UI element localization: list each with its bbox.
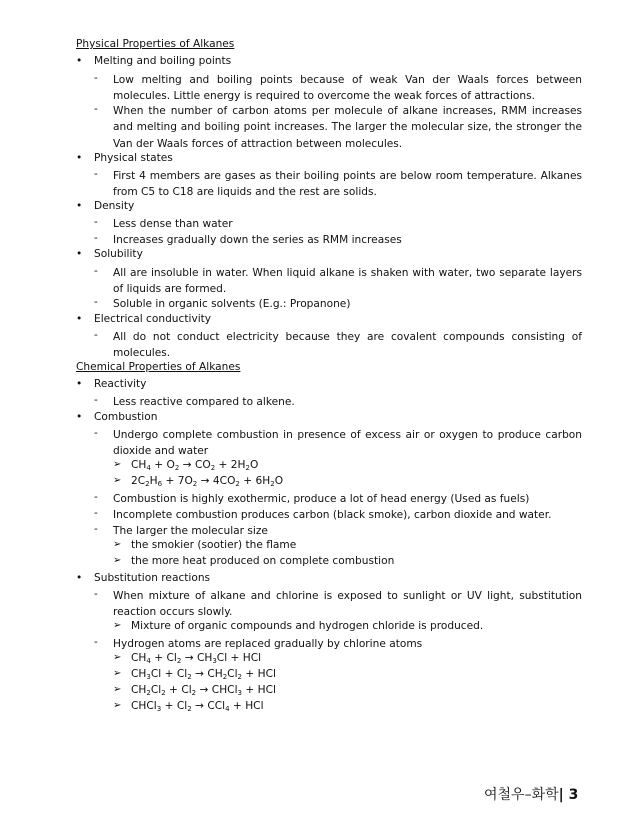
bullet: • [76,313,83,325]
bullet: • [76,152,83,164]
density-title: Density [94,200,135,212]
combustion-point-2: Combustion is highly exothermic, produce a lot of head energy (Used as fuels) [113,493,530,505]
density-point-2: Increases gradually down the series as RMM increases [113,234,402,246]
dash: - [94,507,98,519]
arrow-bullet-icon: ➢ [113,684,122,695]
arrow-bullet-icon: ➢ [113,652,122,663]
combustion-point-4a: the smokier (sootier) the flame [131,539,297,551]
equation-5-text: $CH_2Cl_2 + Cl_2$ → CHCl$_3$ + HCl [131,684,276,697]
equation-6 [131,700,264,712]
combustion-point-4: The larger the molecular size [113,525,268,537]
melting-point-2: When the number of carbon atoms per molecule of alkane increases, RMM increases and melting and boiling point increases. The larger the molecular size, the stronger the Van der Waals forces of attraction between molecules. [113,105,582,150]
equation-2 [131,475,283,487]
bullet: • [76,378,83,390]
combustion-point-1: Undergo complete combustion in presence of excess air or oxygen to produce carbon dioxide and water [113,429,582,458]
dash: - [94,216,98,228]
arrow-bullet-icon: ➢ [113,475,122,486]
equation-5 [131,684,276,696]
dash: - [94,103,98,115]
equation-2-text: $2C_2H_6 + 7O_2 \to 4CO_2 + 6H_2O$ [131,475,284,488]
equation-1-text: $CH_4 + O_2 \to CO_2 + 2H_2O$ [131,459,259,472]
bullet: • [76,200,83,212]
bullet: • [76,411,83,423]
bullet: • [76,55,83,67]
solubility-point-1: All are insoluble in water. When liquid alkane is shaken with water, two separate layers of liquids are formed. [113,267,582,296]
dash: - [94,232,98,244]
dash: - [94,491,98,503]
equation-4-text: $CH_3Cl + Cl_2 \to CH_2Cl_2$ + HCl [131,668,276,681]
equation-3 [131,652,261,664]
melting-point-1: Low melting and boiling points because of weak Van der Waals forces between molecules. Little energy is required to overcome the weak forces of attractions. [113,74,582,103]
page-footer [484,784,578,804]
arrow-bullet-icon: ➢ [113,555,122,566]
arrow-bullet-icon: ➢ [113,459,122,470]
dash: - [94,168,98,180]
combustion-point-4b: the more heat produced on complete combustion [131,555,395,567]
dash: - [94,636,98,648]
states-title: Physical states [94,152,173,164]
dash: - [94,296,98,308]
dash: - [94,427,98,439]
conductivity-title: Electrical conductivity [94,313,212,325]
dash: - [94,329,98,341]
melting-title: Melting and boiling points [94,55,232,67]
substitution-point-1a: Mixture of organic compounds and hydrogen chloride is produced. [131,620,484,632]
bullet: • [76,248,83,260]
dash: - [94,588,98,600]
chemical-heading: Chemical Properties of Alkanes [76,361,241,373]
substitution-point-2: Hydrogen atoms are replaced gradually by chlorine atoms [113,638,423,650]
combustion-title: Combustion [94,411,158,423]
equation-4 [131,668,276,680]
equation-6-text: CHCl$_3$ + $Cl_2 \to CCl_4$ + HCl [131,700,264,713]
substitution-title: Substitution reactions [94,572,211,584]
dash: - [94,523,98,535]
states-point-1: First 4 members are gases as their boiling points are below room temperature. Alkanes from C5 to C18 are liquids and the rest are solids. [113,170,582,199]
arrow-bullet-icon: ➢ [113,700,122,711]
reactivity-point-1: Less reactive compared to alkene. [113,396,295,408]
dash: - [94,394,98,406]
arrow-bullet-icon: ➢ [113,668,122,679]
combustion-point-3: Incomplete combustion produces carbon (black smoke), carbon dioxide and water. [113,509,552,521]
solubility-point-2: Soluble in organic solvents (E.g.: Propanone) [113,298,351,310]
dash: - [94,72,98,84]
reactivity-title: Reactivity [94,378,147,390]
substitution-point-1: When mixture of alkane and chlorine is exposed to sunlight or UV light, substitution reaction occurs slowly. [113,590,582,619]
dash: - [94,265,98,277]
arrow-bullet-icon: ➢ [113,620,122,631]
page-number: | 3 [558,787,579,803]
arrow-bullet-icon: ➢ [113,539,122,550]
density-point-1: Less dense than water [113,218,233,230]
conductivity-point-1: All do not conduct electricity because they are covalent compounds consisting of molecules. [113,331,582,360]
footer-author: 여철우–화학 [484,787,559,803]
equation-3-text: $CH_4 + Cl_2 \to CH_3Cl$ + HCl [131,652,262,665]
physical-heading: Physical Properties of Alkanes [76,38,235,50]
bullet: • [76,572,83,584]
solubility-title: Solubility [94,248,143,260]
equation-1 [131,459,258,471]
